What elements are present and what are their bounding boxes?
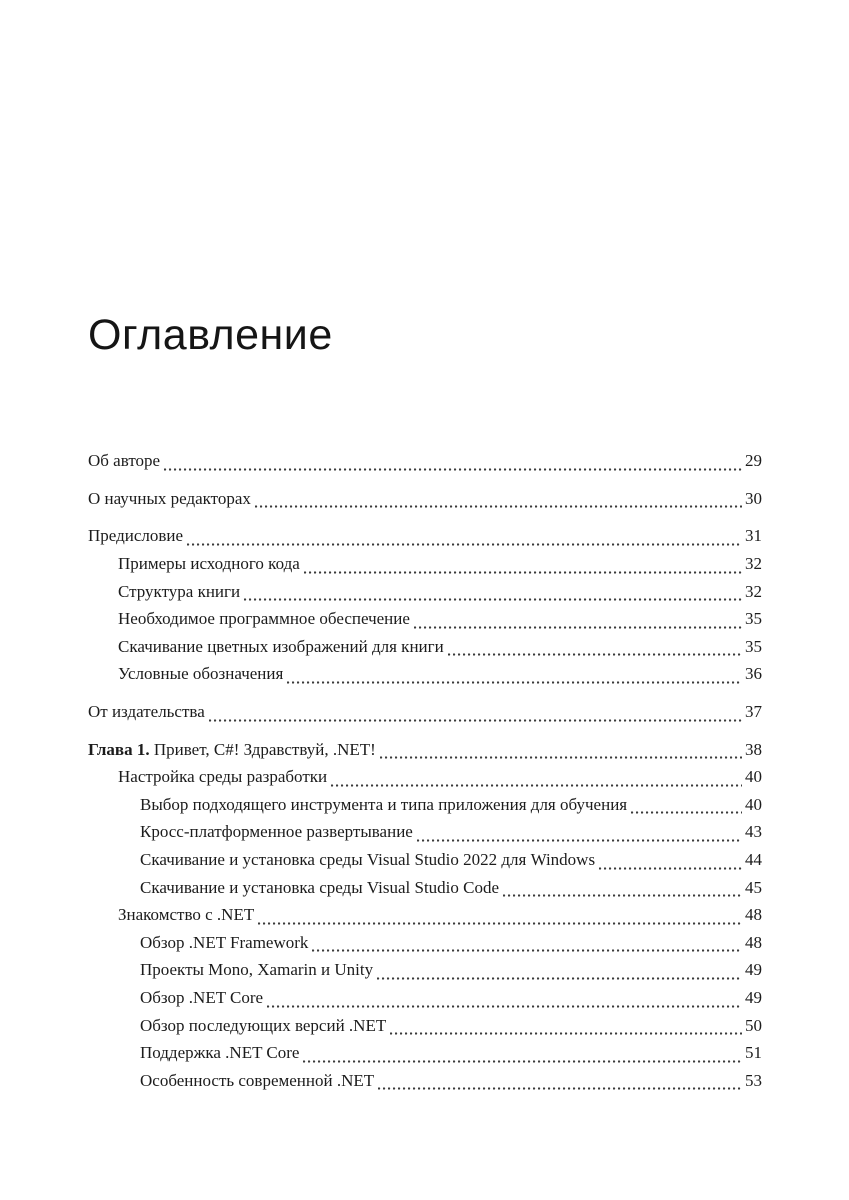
toc-entry-label: Обзор .NET Framework bbox=[140, 932, 309, 952]
toc-entry-label: Особенность современной .NET bbox=[140, 1070, 375, 1090]
toc-entry bbox=[88, 522, 762, 550]
toc-entry-label: О научных редакторах bbox=[88, 488, 251, 508]
toc-entry bbox=[88, 1067, 762, 1095]
toc-entry bbox=[88, 1012, 762, 1040]
toc-entry-text bbox=[140, 791, 627, 819]
dot-leader bbox=[164, 468, 742, 471]
toc-entry bbox=[88, 791, 762, 819]
dot-leader bbox=[187, 543, 742, 546]
toc-entry-text bbox=[140, 846, 595, 874]
toc-entry-page: 40 bbox=[745, 767, 762, 787]
dot-leader bbox=[448, 653, 742, 656]
dot-leader bbox=[414, 626, 742, 629]
toc-entry-text bbox=[140, 1039, 299, 1067]
toc-entry-label: Скачивание и установка среды Visual Studio Code bbox=[140, 877, 500, 897]
toc-entry-text bbox=[88, 522, 183, 550]
toc-entry-label: Условные обозначения bbox=[118, 664, 284, 684]
toc-entry bbox=[88, 901, 762, 929]
toc-entry-label: Необходимое программное обеспечение bbox=[118, 609, 410, 629]
toc-entry-label: Скачивание и установка среды Visual Studio 2022 для Windows bbox=[140, 850, 596, 870]
toc-entry bbox=[88, 818, 762, 846]
dot-leader bbox=[599, 867, 742, 870]
toc-entry-label: Предисловие bbox=[88, 526, 184, 546]
toc-entry bbox=[88, 874, 762, 902]
toc-entry-text bbox=[118, 605, 410, 633]
toc-entry bbox=[88, 605, 762, 633]
dot-leader bbox=[258, 922, 742, 925]
toc-entry-text bbox=[88, 485, 251, 513]
toc-entry-page: 30 bbox=[745, 488, 762, 508]
toc-entry-text bbox=[88, 736, 376, 764]
book-page bbox=[88, 0, 762, 1094]
toc-entry-label: Обзор последующих версий .NET bbox=[140, 1015, 387, 1035]
toc-entry-page: 36 bbox=[745, 664, 762, 684]
toc-entry bbox=[88, 984, 762, 1012]
toc-entry-text bbox=[118, 578, 240, 606]
toc-entry bbox=[88, 633, 762, 661]
toc-entry-text bbox=[140, 984, 263, 1012]
toc-entry-label: Знакомство с .NET bbox=[118, 905, 255, 925]
dot-leader bbox=[390, 1032, 742, 1035]
toc-entry-page: 37 bbox=[745, 702, 762, 722]
toc-entry-label: Привет, C#! Здравствуй, .NET! bbox=[149, 739, 376, 759]
toc-entry-text bbox=[140, 1012, 386, 1040]
toc-entry-text bbox=[140, 956, 373, 984]
dot-leader bbox=[255, 505, 742, 508]
toc-entry-text bbox=[88, 447, 160, 475]
page-title: Оглавление bbox=[88, 311, 333, 359]
dot-leader bbox=[304, 571, 742, 574]
toc-entry-label: Поддержка .NET Core bbox=[140, 1043, 300, 1063]
dot-leader bbox=[303, 1060, 742, 1063]
dot-leader bbox=[378, 1087, 742, 1090]
toc-entry-text bbox=[88, 698, 205, 726]
toc-entry-page: 38 bbox=[745, 739, 762, 759]
toc-entry-page: 48 bbox=[745, 905, 762, 925]
toc-entry-text bbox=[118, 633, 444, 661]
toc-entry-text bbox=[118, 660, 283, 688]
toc-entry-page: 50 bbox=[745, 1015, 762, 1035]
dot-leader bbox=[331, 784, 742, 787]
toc-entry-label: Об авторе bbox=[88, 451, 161, 471]
toc-entry-page: 51 bbox=[745, 1043, 762, 1063]
toc-entry bbox=[88, 698, 762, 726]
toc-entry-text bbox=[140, 818, 413, 846]
toc-entry-text bbox=[140, 1067, 374, 1095]
toc-entry-label: Скачивание цветных изображений для книги bbox=[118, 636, 444, 656]
dot-leader bbox=[377, 977, 742, 980]
toc-entry-page: 40 bbox=[745, 794, 762, 814]
toc-entry-page: 49 bbox=[745, 960, 762, 980]
toc-entry-label: Проекты Mono, Xamarin и Unity bbox=[140, 960, 374, 980]
dot-leader bbox=[503, 894, 742, 897]
toc-entry bbox=[88, 660, 762, 688]
toc-entry-label: Кросс-платформенное развертывание bbox=[140, 822, 413, 842]
toc-list bbox=[88, 447, 762, 1094]
toc-entry-text bbox=[140, 874, 499, 902]
toc-entry-page: 43 bbox=[745, 822, 762, 842]
toc-entry-page: 29 bbox=[745, 451, 762, 471]
toc-entry-text bbox=[118, 901, 254, 929]
toc-entry-page: 44 bbox=[745, 850, 762, 870]
toc-entry bbox=[88, 929, 762, 957]
toc-entry-page: 49 bbox=[745, 987, 762, 1007]
toc-entry-text bbox=[118, 763, 327, 791]
toc-entry-page: 35 bbox=[745, 609, 762, 629]
toc-entry bbox=[88, 485, 762, 513]
toc-entry bbox=[88, 846, 762, 874]
toc-entry-label: Настройка среды разработки bbox=[118, 767, 328, 787]
toc-entry bbox=[88, 736, 762, 764]
toc-entry-label: Обзор .NET Core bbox=[140, 987, 264, 1007]
dot-leader bbox=[287, 681, 742, 684]
toc-entry-label: Структура книги bbox=[118, 581, 241, 601]
toc-entry-page: 35 bbox=[745, 636, 762, 656]
toc-entry-page: 48 bbox=[745, 932, 762, 952]
dot-leader bbox=[380, 756, 742, 759]
dot-leader bbox=[209, 719, 742, 722]
toc-entry bbox=[88, 1039, 762, 1067]
toc-entry bbox=[88, 550, 762, 578]
dot-leader bbox=[631, 811, 742, 814]
toc-entry-page: 32 bbox=[745, 581, 762, 601]
toc-entry-page: 32 bbox=[745, 554, 762, 574]
dot-leader bbox=[312, 949, 742, 952]
dot-leader bbox=[244, 598, 742, 601]
toc-entry bbox=[88, 447, 762, 475]
dot-leader bbox=[267, 1005, 742, 1008]
toc-entry-label: От издательства bbox=[88, 702, 205, 722]
toc-entry-page: 53 bbox=[745, 1070, 762, 1090]
toc-entry-page: 45 bbox=[745, 877, 762, 897]
toc-entry-label: Выбор подходящего инструмента и типа приложения для обучения bbox=[140, 794, 628, 814]
toc-entry-text bbox=[118, 550, 300, 578]
toc-entry bbox=[88, 763, 762, 791]
toc-entry-label: Примеры исходного кода bbox=[118, 554, 300, 574]
toc-entry bbox=[88, 956, 762, 984]
toc-entry-page: 31 bbox=[745, 526, 762, 546]
toc-entry-chapter-prefix: Глава 1. bbox=[88, 739, 150, 759]
toc-entry bbox=[88, 578, 762, 606]
dot-leader bbox=[417, 839, 742, 842]
toc-entry-text bbox=[140, 929, 308, 957]
